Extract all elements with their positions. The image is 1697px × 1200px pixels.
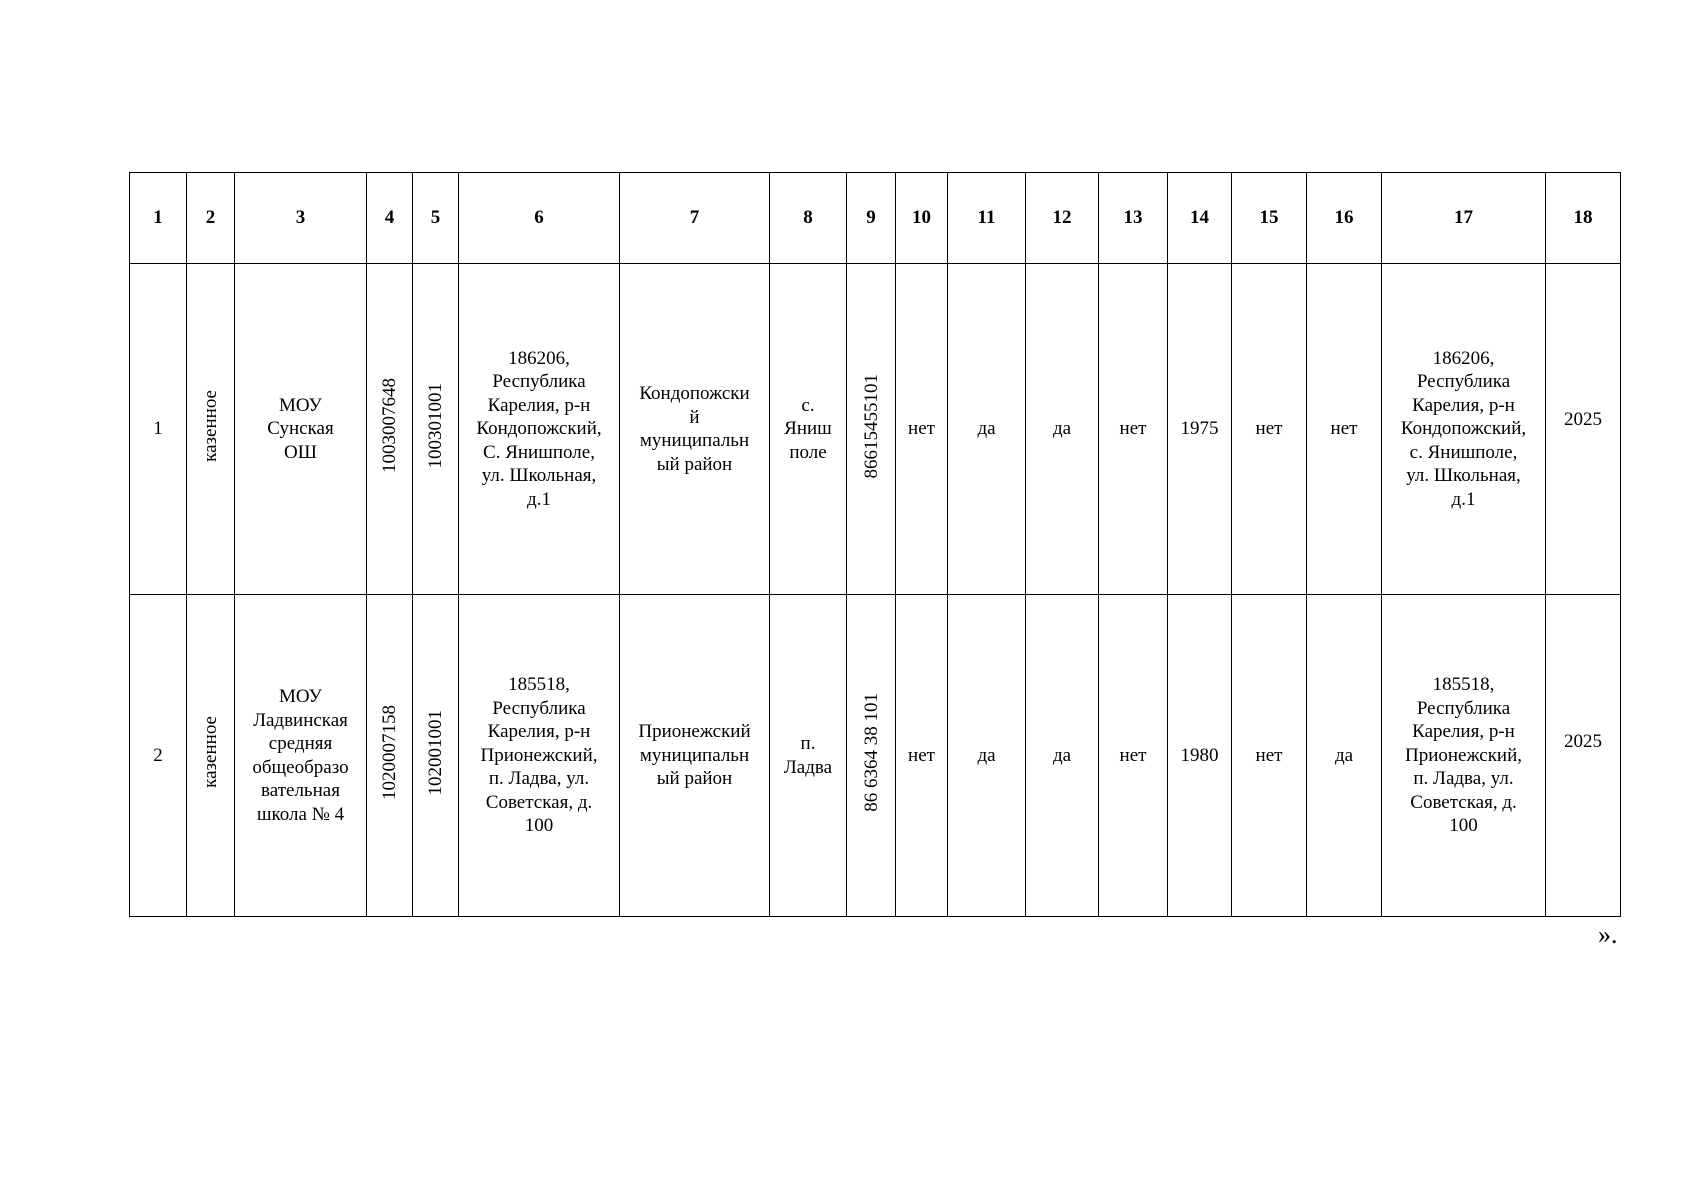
institution-type-cell	[187, 595, 235, 917]
institution-name-cell: МОУ Ладвинская средняя общеобразо вательная школа № 4	[235, 595, 367, 917]
row-number-cell: 1	[130, 264, 187, 595]
value-cell: да	[948, 264, 1026, 595]
column-header: 14	[1168, 173, 1232, 264]
value-cell: да	[948, 595, 1026, 917]
kpp-text: 102001001	[425, 709, 446, 795]
inn-cell	[367, 264, 413, 595]
institutions-table	[129, 172, 1621, 917]
column-header: 3	[235, 173, 367, 264]
municipality-cell: Кондопожски й муниципальн ый район	[620, 264, 770, 595]
column-header: 18	[1546, 173, 1621, 264]
value-cell: да	[1026, 264, 1099, 595]
column-header: 10	[896, 173, 948, 264]
locality-cell: с. Яниш поле	[770, 264, 847, 595]
column-header: 6	[459, 173, 620, 264]
year-cell: 2025	[1546, 595, 1621, 917]
column-header: 13	[1099, 173, 1168, 264]
value-cell: нет	[896, 595, 948, 917]
municipality-cell: Прионежский муниципальн ый район	[620, 595, 770, 917]
value-cell: нет	[1307, 264, 1382, 595]
oktmo-text: 86615455101	[860, 373, 882, 478]
column-header: 8	[770, 173, 847, 264]
address-cell: 185518, Республика Карелия, р-н Прионежский, п. Ладва, ул. Советская, д. 100	[1382, 595, 1546, 917]
value-cell: да	[1026, 595, 1099, 917]
kpp-cell	[413, 264, 459, 595]
address-cell: 186206, Республика Карелия, р-н Кондопожский, С. Янишполе, ул. Школьная, д.1	[459, 264, 620, 595]
address-cell: 185518, Республика Карелия, р-н Прионежский, п. Ладва, ул. Советская, д. 100	[459, 595, 620, 917]
kpp-cell	[413, 595, 459, 917]
column-header: 9	[847, 173, 896, 264]
value-cell: нет	[1232, 595, 1307, 917]
column-header: 12	[1026, 173, 1099, 264]
institution-type-cell	[187, 264, 235, 595]
column-header: 1	[130, 173, 187, 264]
year-cell: 2025	[1546, 264, 1621, 595]
year-cell: 1975	[1168, 264, 1232, 595]
column-header: 16	[1307, 173, 1382, 264]
oktmo-text: 86 6364 38 101	[860, 692, 882, 812]
inn-text: 1020007158	[379, 704, 400, 800]
institution-type-text: казенное	[200, 716, 221, 789]
column-header: 17	[1382, 173, 1546, 264]
value-cell: да	[1307, 595, 1382, 917]
column-header: 15	[1232, 173, 1307, 264]
year-cell: 1980	[1168, 595, 1232, 917]
closing-quote-mark: ».	[1598, 920, 1618, 949]
value-cell: нет	[1232, 264, 1307, 595]
value-cell: нет	[1099, 595, 1168, 917]
inn-text: 1003007648	[379, 378, 400, 474]
row-number-cell: 2	[130, 595, 187, 917]
inn-cell	[367, 595, 413, 917]
value-cell: нет	[1099, 264, 1168, 595]
table-row	[130, 595, 1621, 917]
institution-name-cell: МОУ Сунская ОШ	[235, 264, 367, 595]
column-header: 7	[620, 173, 770, 264]
kpp-text: 100301001	[425, 383, 446, 469]
oktmo-cell	[847, 264, 896, 595]
value-cell: нет	[896, 264, 948, 595]
oktmo-cell	[847, 595, 896, 917]
institution-type-text: казенное	[200, 389, 221, 462]
column-header: 4	[367, 173, 413, 264]
locality-cell: п. Ладва	[770, 595, 847, 917]
header-row	[130, 173, 1621, 264]
column-header: 11	[948, 173, 1026, 264]
table-row	[130, 264, 1621, 595]
column-header: 5	[413, 173, 459, 264]
column-header: 2	[187, 173, 235, 264]
address-cell: 186206, Республика Карелия, р-н Кондопожский, с. Янишполе, ул. Школьная, д.1	[1382, 264, 1546, 595]
